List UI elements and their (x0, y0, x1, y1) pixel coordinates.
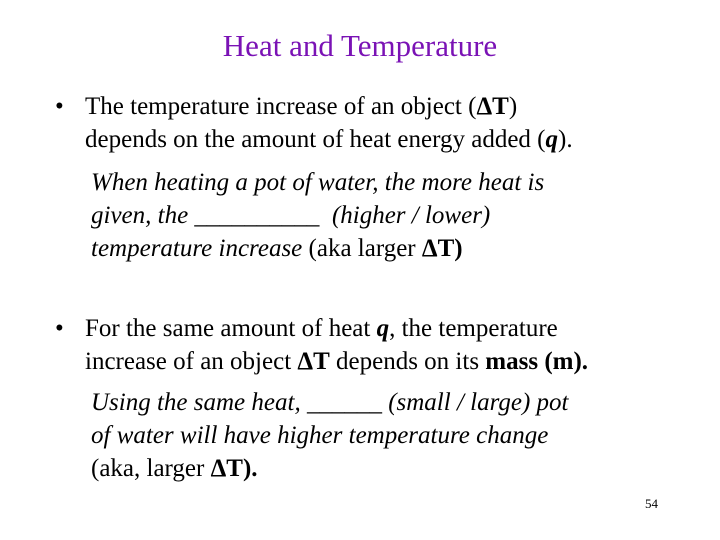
sub-2-line-3-a: (aka, larger (91, 455, 205, 482)
sub-2-line-2: of water will have higher temperature change (91, 422, 549, 449)
sub-paragraph-1 (91, 166, 691, 265)
sub-2-delta-t: ΔT). (210, 455, 258, 482)
heat-q: q (545, 126, 558, 153)
delta-t: ΔT (476, 93, 509, 120)
sub-2-line-1: Using the same heat, ______ (small / large) pot (91, 389, 569, 416)
sub-1-line-3-b: (aka larger (308, 235, 416, 262)
bullet-marker: • (55, 93, 64, 120)
bullet-1-text-a: The temperature increase of an object ( (85, 93, 477, 120)
bullet-2-text-a: For the same amount of heat (85, 315, 371, 342)
bullet-2-text-d: depends on its (336, 348, 480, 375)
bullet-2 (55, 312, 685, 378)
sub-1-line-2-b: (higher / lower) (331, 202, 491, 229)
bullet-1-text (55, 90, 685, 156)
heat-q: q (376, 315, 390, 342)
sub-paragraph-2 (91, 386, 691, 485)
bullet-1 (55, 90, 685, 156)
mass-term: mass (m). (485, 348, 589, 375)
bullet-marker: • (55, 315, 64, 342)
bullet-1-text-b: ) (508, 93, 518, 120)
bullet-2-text (55, 312, 685, 378)
bullet-1-text-d: ). (558, 126, 573, 153)
sub-1-line-3-a: temperature increase (91, 235, 303, 262)
sub-1-delta-t: ΔT) (421, 235, 463, 262)
page-number: 54 (645, 496, 658, 511)
bullet-2-text-c: increase of an object (85, 348, 292, 375)
sub-1-line-1: When heating a pot of water, the more heat is (91, 169, 545, 196)
delta-t: ΔT (297, 348, 330, 375)
bullet-2-text-b: , the temperature (389, 315, 558, 342)
sub-1-line-2-a: given, the __________ (91, 202, 320, 229)
bullet-1-text-c: depends on the amount of heat energy added ( (85, 126, 546, 153)
slide-title: Heat and Temperature (222, 28, 498, 63)
